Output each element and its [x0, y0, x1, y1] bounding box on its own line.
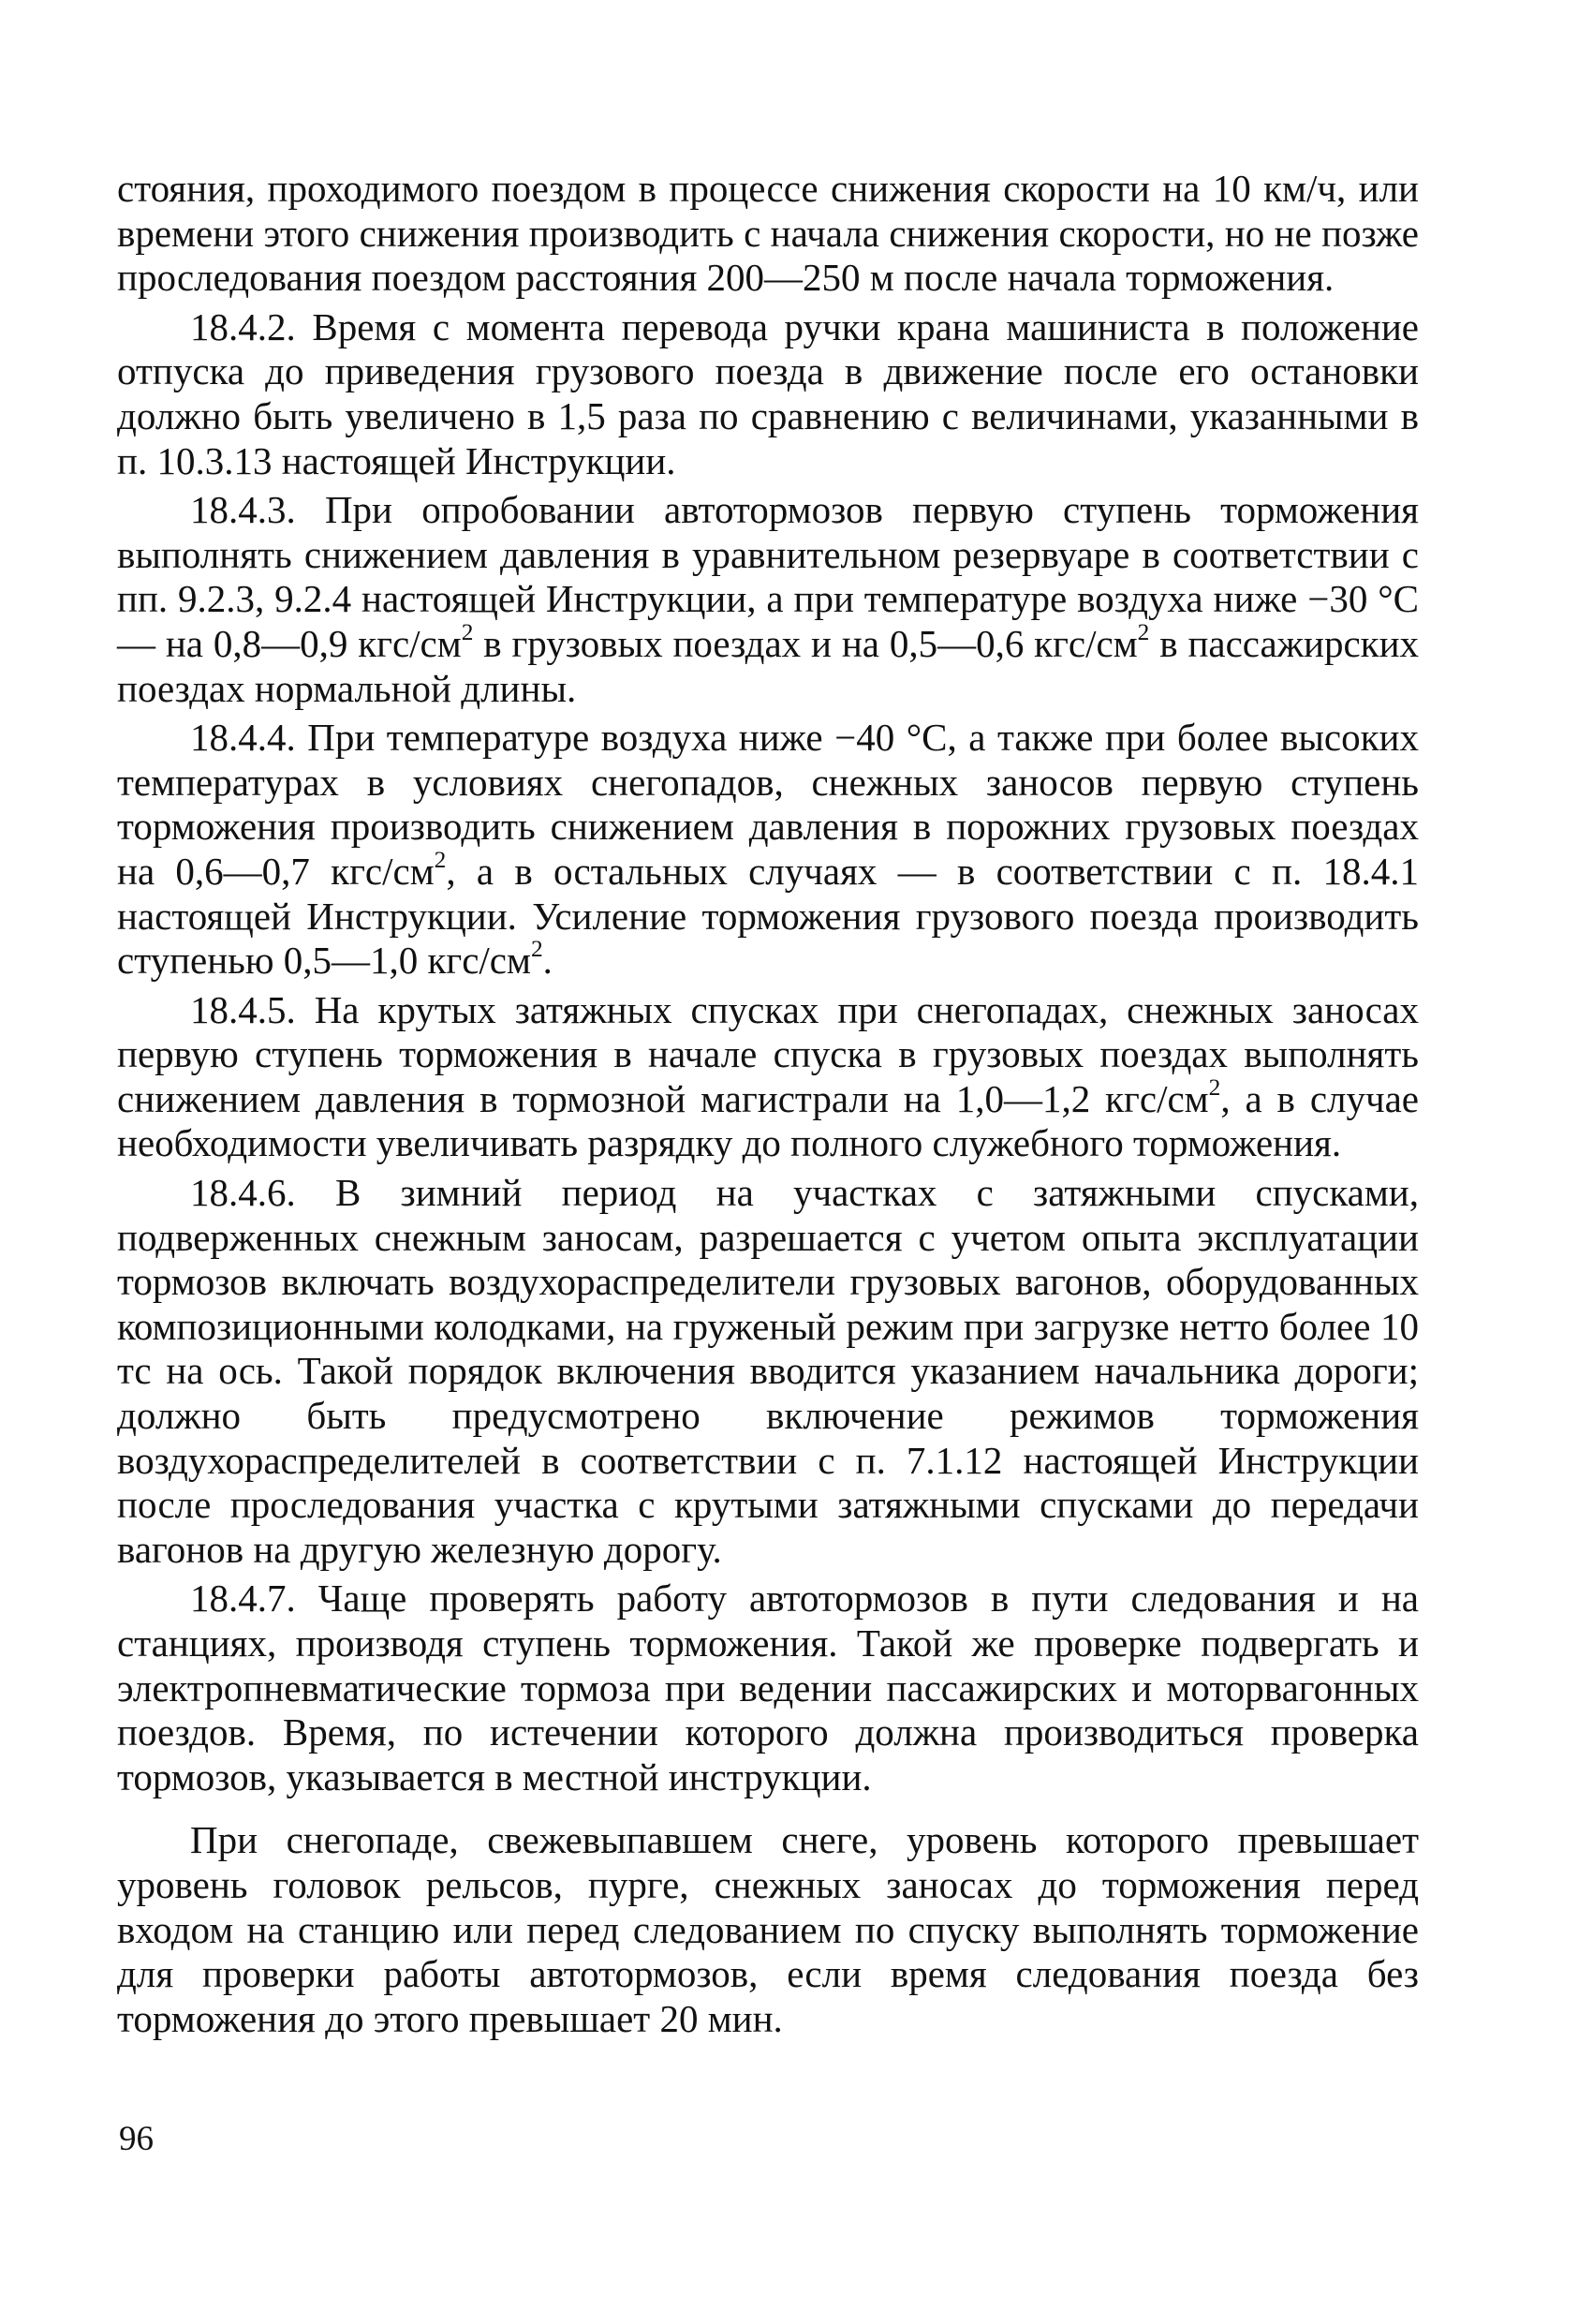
body-text [117, 167, 1419, 2046]
paragraph-text: в грузовых поездах и на 0,5—0,6 кгс/см [473, 621, 1138, 665]
paragraph-18-4-6: 18.4.6. В зимний период на участках с затяжными спусками, подверженных снежным заносам, разрешается с учетом опыта эксплуатации тормозов включать воздухораспределители грузовых вагонов, оборудованных композиционными колодками, на груженый режим при загрузке нетто более 10 тс на ось. Такой порядок включения вводится указанием начальника дороги; должно быть предусмотрено включение режимов торможения воздухораспределителей в соответствии с п. 7.1.12 настоящей Инструкции после проследования участка с крутыми затяжными спусками до передачи вагонов на другую железную дорогу. [117, 1171, 1419, 1571]
paragraph-text: , а в остальных случаях — в соответствии с п. 18.4.1 настоящей Инструкции. Усиление торможения грузового поезда производить ступенью 0,5—1,0 кгс/см [117, 849, 1419, 983]
superscript: 2 [1137, 619, 1150, 646]
paragraph-18-4-7: 18.4.7. Чаще проверять работу автотормозов в пути следования и на станциях, производя ступень торможения. Такой же проверке подвергать и электропневматические тормоза при ведении пассажирских и моторвагонных поездов. Время, по истечении которого должна производиться проверка тормозов, указывается в местной инструкции. [117, 1576, 1419, 1799]
paragraph-18-4-3 [117, 488, 1419, 711]
superscript: 2 [530, 936, 543, 963]
paragraph-text: 18.4.3. При опробовании автотормозов первую ступень торможения выполнять снижением давления в уравнительном резервуаре в соответствии с пп. 9.2.3, 9.2.4 настоящей Инструкции, а при температуре воздуха ниже −30 °С — на 0,8—0,9 кгс/см [117, 488, 1419, 665]
paragraph-snowfall: При снегопаде, свежевыпавшем снеге, уровень которого превышает уровень головок рельсов, пурге, снежных заносах до торможения перед входом на станцию или перед следованием по спуску выполнять торможение для проверки работы автотормозов, если время следования поезда без торможения до этого превышает 20 мин. [117, 1818, 1419, 2040]
paragraph-text: 18.4.5. На крутых затяжных спусках при снегопадах, снежных заносах первую ступень торможения в начале спуска в грузовых поездах выполнять снижением давления в тормозной магистрали на 1,0—1,2 кгс/см [117, 987, 1419, 1120]
paragraph-18-4-4 [117, 716, 1419, 984]
page-number: 96 [119, 2120, 154, 2158]
paragraph-18-4-5 [117, 988, 1419, 1166]
paragraph-18-4-2: 18.4.2. Время с момента перевода ручки крана машиниста в положение отпуска до приведения грузового поезда в движение после его остановки должно быть увеличено в 1,5 раза по сравнению с величинами, указанными в п. 10.3.13 настоящей Инструкции. [117, 304, 1419, 482]
paragraph-text: в пассажирских поездах нормальной длины. [117, 621, 1420, 710]
superscript: 2 [434, 847, 447, 874]
paragraph-text: . [542, 939, 553, 983]
superscript: 2 [1208, 1074, 1221, 1102]
paragraph-text: 18.4.4. При температуре воздуха ниже −40 °С, а также при более высоких температурах в условиях снегопадов, снежных заносов первую ступень торможения производить снижением давления в порожних грузовых поездах на 0,6—0,7 кгс/см [117, 716, 1419, 893]
superscript: 2 [461, 619, 474, 646]
paragraph-text: , а в случае необходимости увеличивать разрядку до полного служебного торможения. [117, 1076, 1419, 1165]
paragraph-continuation: стояния, проходимого поездом в процессе снижения скорости на 10 км/ч, или времени этого снижения производить с начала снижения скорости, но не позже проследования поездом расстояния 200—250 м после начала торможения. [117, 167, 1419, 300]
